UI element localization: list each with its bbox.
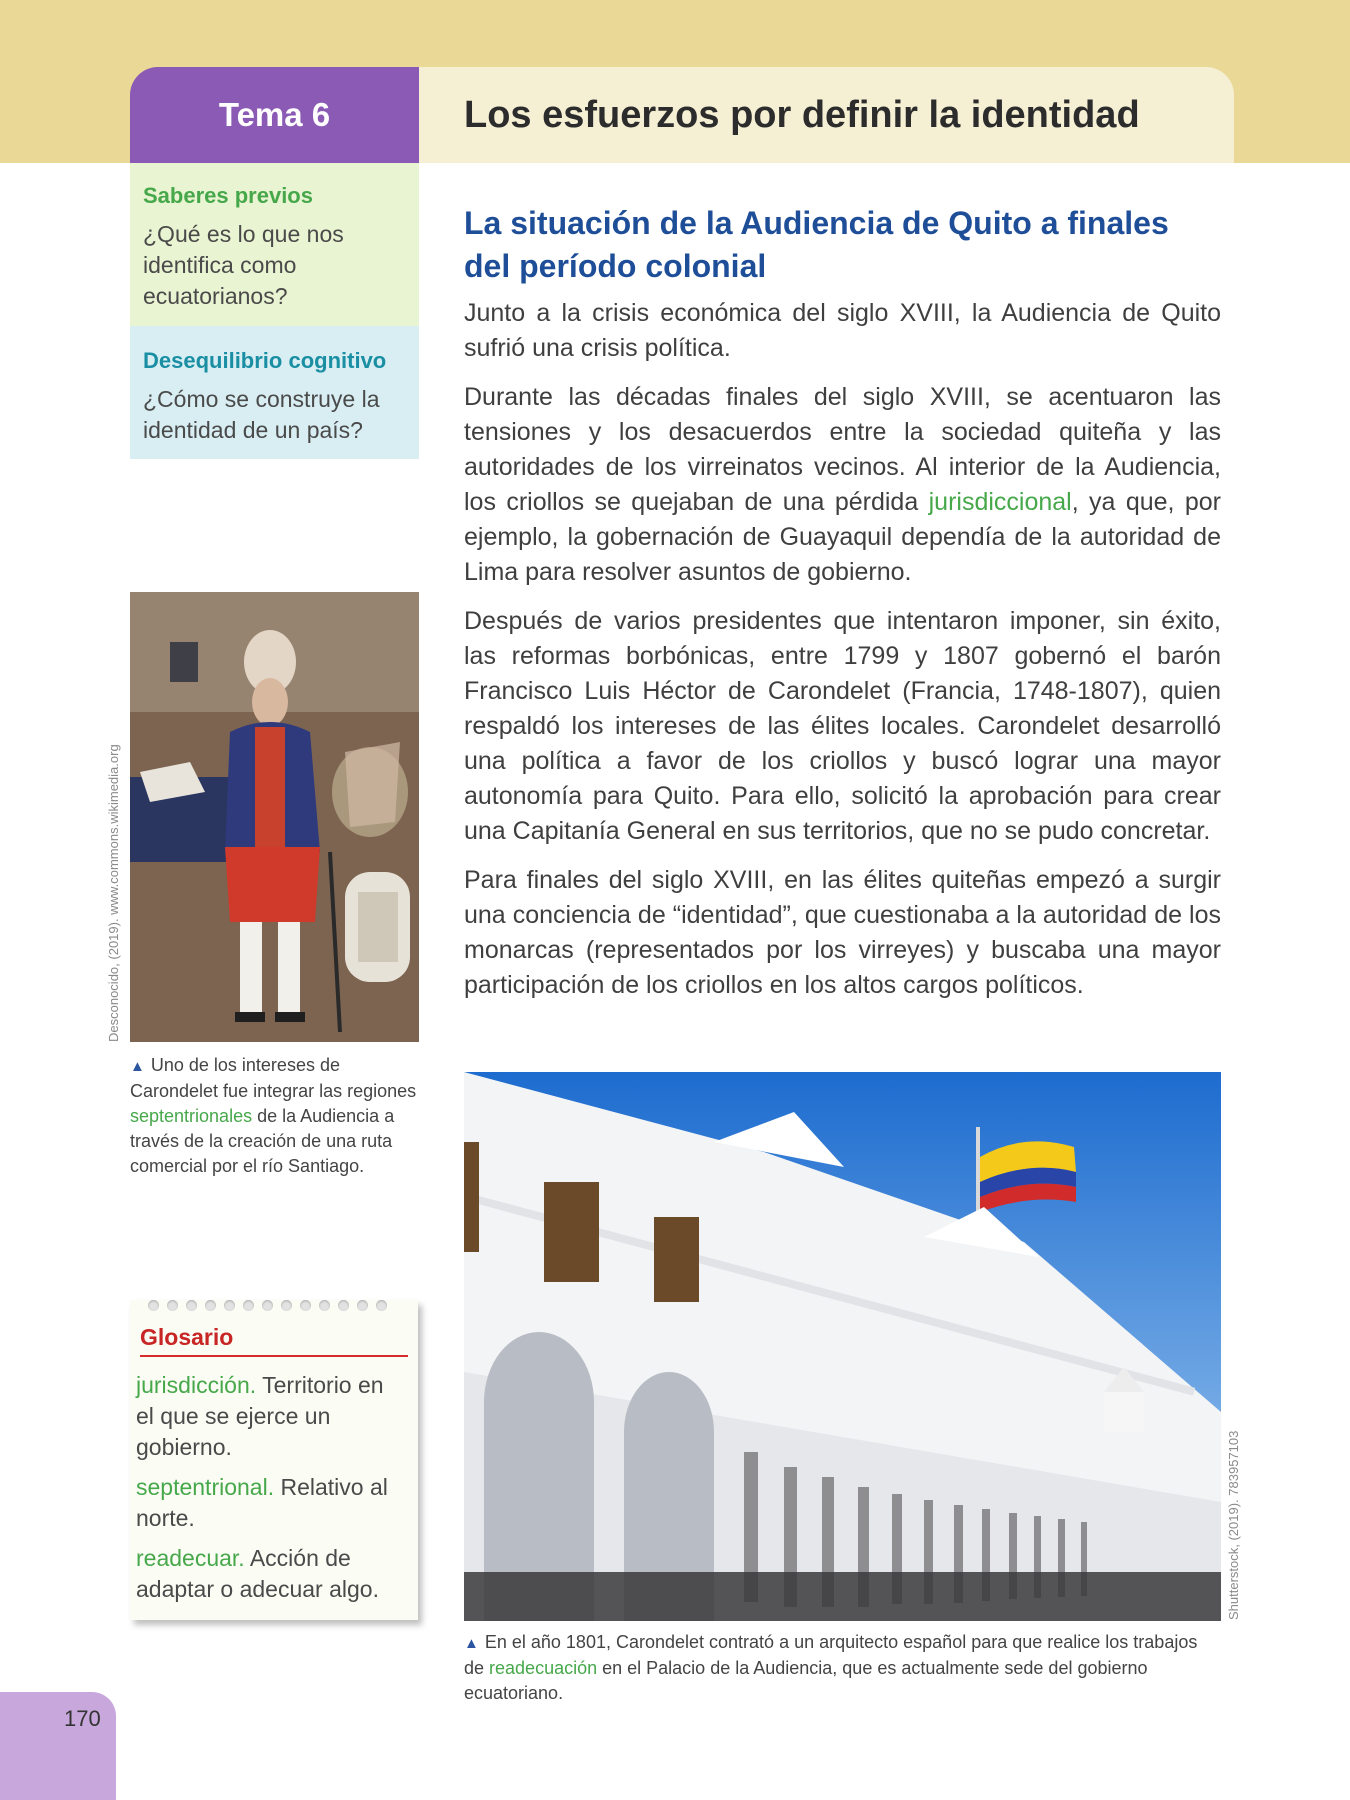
binding-hole-icon — [148, 1300, 159, 1311]
desequilibrio-question: ¿Cómo se construye la identidad de un país? — [143, 386, 380, 443]
paragraph-1: Junto a la crisis económica del siglo XVIII, la Audiencia de Quito sufrió una crisis política. — [464, 299, 1221, 362]
binding-hole-icon — [338, 1300, 349, 1311]
binding-hole-icon — [319, 1300, 330, 1311]
paragraph-2-highlight: jurisdiccional — [928, 488, 1072, 516]
paragraph-3: Después de varios presidentes que intentaron imponer, sin éxito, las reformas borbónicas, entre 1799 y 1807 gobernó el barón Francisco Luis Héctor de Carondelet (Francia, 1748-1807), quien respaldó los intereses de las élites locales. Carondelet desarrolló una política a favor de los criollos y buscó lograr una mayor autonomía para Quito. Para ello, solicitó la aprobación para crear una Capitanía General en sus territorios, que no se pudo concretar. — [464, 607, 1221, 845]
binding-hole-icon — [376, 1300, 387, 1311]
glosario-definition: Territorio en el que se ejerce un gobierno. — [136, 1372, 384, 1460]
glosario-box — [130, 1300, 418, 1620]
tema-label: Tema 6 — [130, 67, 419, 163]
binding-hole-icon — [167, 1300, 178, 1311]
portrait-caption — [130, 1053, 420, 1179]
binding-hole-icon — [243, 1300, 254, 1311]
binding-hole-icon — [205, 1300, 216, 1311]
binding-hole-icon — [357, 1300, 368, 1311]
caption-text: Uno de los intereses de Carondelet fue integrar las regiones — [130, 1055, 417, 1101]
palace-credit: Shutterstock, (2019). 783957103 — [1226, 1430, 1241, 1620]
saberes-question: ¿Qué es lo que nos identifica como ecuatorianos? — [143, 221, 344, 309]
paragraph-2-text: Durante las décadas finales del siglo XVIII, se acentuaron las tensiones y los desacuerdos entre la sociedad quiteña y las autoridades de los virreinatos vecinos. Al interior de la Audiencia, los criollos se quejaban de una pérdida — [464, 383, 1221, 516]
glosario-term: septentrional. — [136, 1474, 275, 1500]
glosario-title: Glosario — [140, 1324, 408, 1357]
binding-hole-icon — [281, 1300, 292, 1311]
page-title: Los esfuerzos por definir la identidad — [419, 67, 1234, 163]
palace-caption-text: En el año 1801, Carondelet contrató a un arquitecto español para que realice los trabajos de — [464, 1632, 1198, 1678]
portrait-credit: Desconocido, (2019). www.commons.wikimedia.org — [106, 744, 121, 1042]
glosario-entry — [136, 1543, 406, 1605]
binding-hole-icon — [224, 1300, 235, 1311]
saberes-previos-box — [130, 163, 419, 326]
page-number: 170 — [64, 1706, 101, 1731]
carondelet-portrait — [130, 592, 419, 1042]
glosario-entries — [136, 1370, 406, 1614]
desequilibrio-box — [130, 326, 419, 459]
glosario-definition: Acción de adaptar o adecuar algo. — [136, 1545, 379, 1602]
portrait-illustration — [130, 592, 419, 1042]
caption-highlight: septentrionales — [130, 1106, 253, 1126]
saberes-heading: Saberes previos — [143, 183, 313, 208]
binding-hole-icon — [300, 1300, 311, 1311]
paragraph-2-text-end: , ya que, por ejemplo, la gobernación de Guayaquil dependía de la autoridad de Lima para resolver asuntos de gobierno. — [464, 488, 1222, 586]
spiral-binding — [148, 1300, 387, 1311]
palace-caption-highlight: readecuación — [489, 1658, 598, 1678]
glosario-entry — [136, 1370, 406, 1463]
glosario-term: jurisdicción. — [136, 1372, 257, 1398]
caption-triangle-icon: ▲ — [130, 1058, 145, 1075]
binding-hole-icon — [262, 1300, 273, 1311]
main-content — [464, 202, 1221, 1017]
section-heading: La situación de la Audiencia de Quito a finales del período colonial — [464, 205, 1169, 284]
paragraph-4: Para finales del siglo XVIII, en las élites quiteñas empezó a surgir una conciencia de “identidad”, que cuestionaba a la autoridad de los monarcas (representados por los virreyes) y buscaba una mayor participación de los criollos en los altos cargos políticos. — [464, 866, 1221, 999]
glosario-entry — [136, 1472, 406, 1534]
paragraph-2 — [464, 380, 1221, 590]
palace-illustration — [464, 1072, 1221, 1621]
binding-hole-icon — [186, 1300, 197, 1311]
palace-caption — [464, 1630, 1221, 1706]
desequilibrio-heading: Desequilibrio cognitivo — [143, 348, 387, 373]
palace-photo — [464, 1072, 1221, 1621]
glosario-definition: Relativo al norte. — [136, 1474, 388, 1531]
glosario-term: readecuar. — [136, 1545, 245, 1571]
palace-caption-text-end: en el Palacio de la Audiencia, que es actualmente sede del gobierno ecuatoriano. — [464, 1658, 1148, 1703]
caption-text-end: de la Audiencia a través de la creación de una ruta comercial por el río Santiago. — [130, 1106, 395, 1176]
caption-triangle-icon: ▲ — [464, 1635, 479, 1652]
